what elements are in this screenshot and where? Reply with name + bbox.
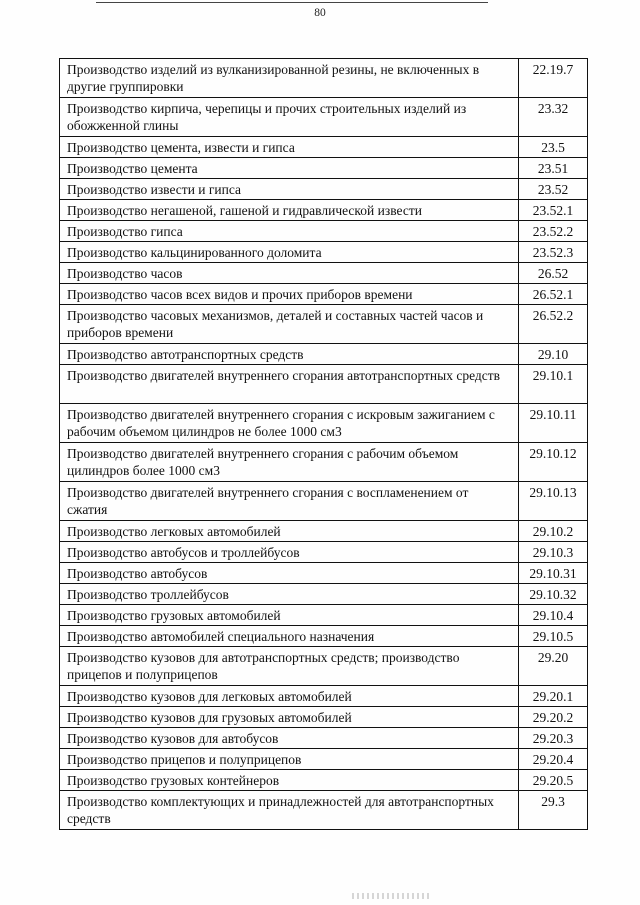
row-description: Производство автобусов и троллейбусов (60, 542, 519, 563)
table-row (60, 728, 588, 749)
top-rule (96, 2, 488, 3)
table-row (60, 221, 588, 242)
row-description: Производство цемента, извести и гипса (60, 137, 519, 158)
row-code: 29.10.11 (519, 404, 588, 443)
row-description: Производство цемента (60, 158, 519, 179)
row-code: 29.10.12 (519, 443, 588, 482)
row-code: 29.3 (519, 791, 588, 830)
row-description: Производство автомобилей специального назначения (60, 626, 519, 647)
table-row (60, 770, 588, 791)
row-description: Производство грузовых контейнеров (60, 770, 519, 791)
table-row (60, 584, 588, 605)
table-row (60, 200, 588, 221)
row-description: Производство часов всех видов и прочих приборов времени (60, 284, 519, 305)
activity-codes-table (59, 58, 588, 830)
table-row (60, 563, 588, 584)
row-description: Производство троллейбусов (60, 584, 519, 605)
table-row (60, 305, 588, 344)
row-code: 23.51 (519, 158, 588, 179)
row-code: 29.10.1 (519, 365, 588, 404)
table-row (60, 179, 588, 200)
row-description: Производство двигателей внутреннего сгорания с воспламенением от сжатия (60, 482, 519, 521)
scan-artifact (352, 893, 432, 899)
table-row (60, 404, 588, 443)
table-row (60, 158, 588, 179)
row-description: Производство негашеной, гашеной и гидравлической извести (60, 200, 519, 221)
row-description: Производство автобусов (60, 563, 519, 584)
row-description: Производство извести и гипса (60, 179, 519, 200)
table-row (60, 365, 588, 404)
row-code: 29.10.4 (519, 605, 588, 626)
table-row (60, 521, 588, 542)
row-description: Производство кузовов для легковых автомобилей (60, 686, 519, 707)
row-description: Производство двигателей внутреннего сгорания с искровым зажиганием с рабочим объемом цилиндров не более 1000 см3 (60, 404, 519, 443)
row-code: 29.20.5 (519, 770, 588, 791)
table-row (60, 686, 588, 707)
table-row (60, 542, 588, 563)
row-description: Производство кузовов для автотранспортных средств; производство прицепов и полуприцепов (60, 647, 519, 686)
table-row (60, 647, 588, 686)
table-row (60, 626, 588, 647)
row-code: 26.52 (519, 263, 588, 284)
table-row (60, 284, 588, 305)
row-code: 22.19.7 (519, 59, 588, 98)
row-code: 26.52.2 (519, 305, 588, 344)
row-description: Производство легковых автомобилей (60, 521, 519, 542)
row-code: 23.52 (519, 179, 588, 200)
row-description: Производство грузовых автомобилей (60, 605, 519, 626)
row-description: Производство комплектующих и принадлежностей для автотранспортных средств (60, 791, 519, 830)
row-code: 29.10 (519, 344, 588, 365)
row-code: 23.52.1 (519, 200, 588, 221)
row-code: 23.32 (519, 98, 588, 137)
row-description: Производство часов (60, 263, 519, 284)
table-row (60, 443, 588, 482)
table-row (60, 59, 588, 98)
row-code: 29.10.32 (519, 584, 588, 605)
row-description: Производство изделий из вулканизированной резины, не включенных в другие группировки (60, 59, 519, 98)
row-code: 23.5 (519, 137, 588, 158)
table-row (60, 791, 588, 830)
table-row (60, 605, 588, 626)
table-row (60, 482, 588, 521)
row-code: 29.20.4 (519, 749, 588, 770)
row-code: 29.10.3 (519, 542, 588, 563)
row-description: Производство кирпича, черепицы и прочих строительных изделий из обожженной глины (60, 98, 519, 137)
row-code: 29.10.13 (519, 482, 588, 521)
row-code: 29.20.3 (519, 728, 588, 749)
table-row (60, 137, 588, 158)
row-description: Производство кальцинированного доломита (60, 242, 519, 263)
table-row (60, 749, 588, 770)
row-description: Производство автотранспортных средств (60, 344, 519, 365)
row-code: 26.52.1 (519, 284, 588, 305)
table-row (60, 98, 588, 137)
row-description: Производство кузовов для автобусов (60, 728, 519, 749)
page-number: 80 (314, 7, 326, 19)
table-body (60, 59, 588, 830)
row-code: 29.20 (519, 647, 588, 686)
row-description: Производство двигателей внутреннего сгорания автотранспортных средств (60, 365, 519, 404)
row-code: 29.10.2 (519, 521, 588, 542)
row-description: Производство кузовов для грузовых автомобилей (60, 707, 519, 728)
row-code: 23.52.3 (519, 242, 588, 263)
table-row (60, 263, 588, 284)
row-code: 29.10.5 (519, 626, 588, 647)
row-code: 29.10.31 (519, 563, 588, 584)
row-description: Производство часовых механизмов, деталей и составных частей часов и приборов времени (60, 305, 519, 344)
row-code: 23.52.2 (519, 221, 588, 242)
row-description: Производство гипса (60, 221, 519, 242)
row-code: 29.20.1 (519, 686, 588, 707)
table-row (60, 242, 588, 263)
row-code: 29.20.2 (519, 707, 588, 728)
row-description: Производство прицепов и полуприцепов (60, 749, 519, 770)
table-row (60, 707, 588, 728)
row-description: Производство двигателей внутреннего сгорания с рабочим объемом цилиндров более 1000 см3 (60, 443, 519, 482)
table-row (60, 344, 588, 365)
